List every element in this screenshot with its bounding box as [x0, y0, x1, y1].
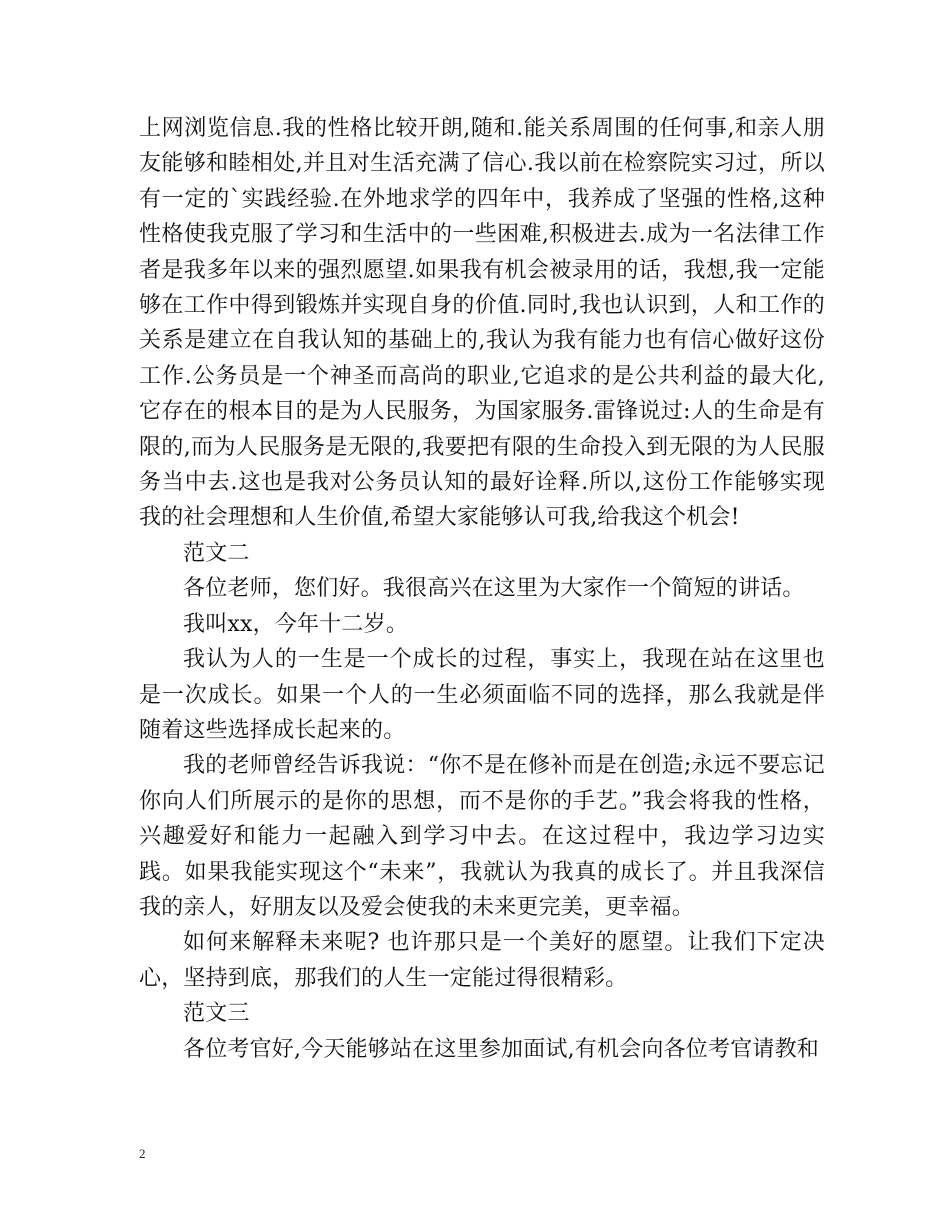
paragraph-future: 如何来解释未来呢? 也许那只是一个美好的愿望。让我们下定决心，坚持到底，那我们的人生一定能过得很精彩。: [139, 930, 825, 991]
paragraph-interview-opening: 各位考官好,今天能够站在这里参加面试,有机会向各位考官请教和: [183, 1036, 819, 1062]
section-heading-sample-2: 范文二: [183, 540, 250, 566]
page-number: 2: [139, 1146, 146, 1161]
paragraph-growth: 我认为人的一生是一个成长的过程，事实上，我现在站在这里也是一次成长。如果一个人的一生必须面临不同的选择，那么我就是伴随着这些选择成长起来的。: [139, 647, 825, 743]
document-body: [139, 111, 825, 1067]
paragraph-1: 上网浏览信息.我的性格比较开朗,随和.能关系周围的任何事,和亲人朋友能够和睦相处,并且对生活充满了信心.我以前在检察院实习过，所以有一定的`实践经验.在外地求学的四年中，我养成了坚强的性格,这种性格使我克服了学习和生活中的一些困难,积极进去.成为一名法律工作者是我多年以来的强烈愿望.如果我有机会被录用的话，我想,我一定能够在工作中得到锻炼并实现自身的价值.同时,我也认识到，人和工作的关系是建立在自我认知的基础上的,我认为我有能力也有信心做好这份工作.公务员是一个神圣而高尚的职业,它追求的是公共利益的最大化,它存在的根本目的是为人民服务，为国家服务.雷锋说过:人的生命是有限的,而为人民服务是无限的,我要把有限的生命投入到无限的为人民服务当中去.这也是我对公务员认知的最好诠释.所以,这份工作能够实现我的社会理想和人生价值,希望大家能够认可我,给我这个机会!: [139, 116, 825, 531]
paragraph-greeting: 各位老师，您们好。我很高兴在这里为大家作一个简短的讲话。: [183, 576, 805, 602]
section-heading-sample-3: 范文三: [183, 1001, 250, 1027]
paragraph-teacher-quote: 我的老师曾经告诉我说：“你不是在修补而是在创造;永远不要忘记你向人们所展示的是你的思想，而不是你的手艺。”我会将我的性格，兴趣爱好和能力一起融入到学习中去。在这过程中，我边学习边实践。如果我能实现这个“未来”，我就认为我真的成长了。并且我深信我的亲人，好朋友以及爱会使我的未来更完美，更幸福。: [139, 753, 825, 920]
paragraph-introduction: 我叫xx，今年十二岁。: [183, 611, 409, 637]
